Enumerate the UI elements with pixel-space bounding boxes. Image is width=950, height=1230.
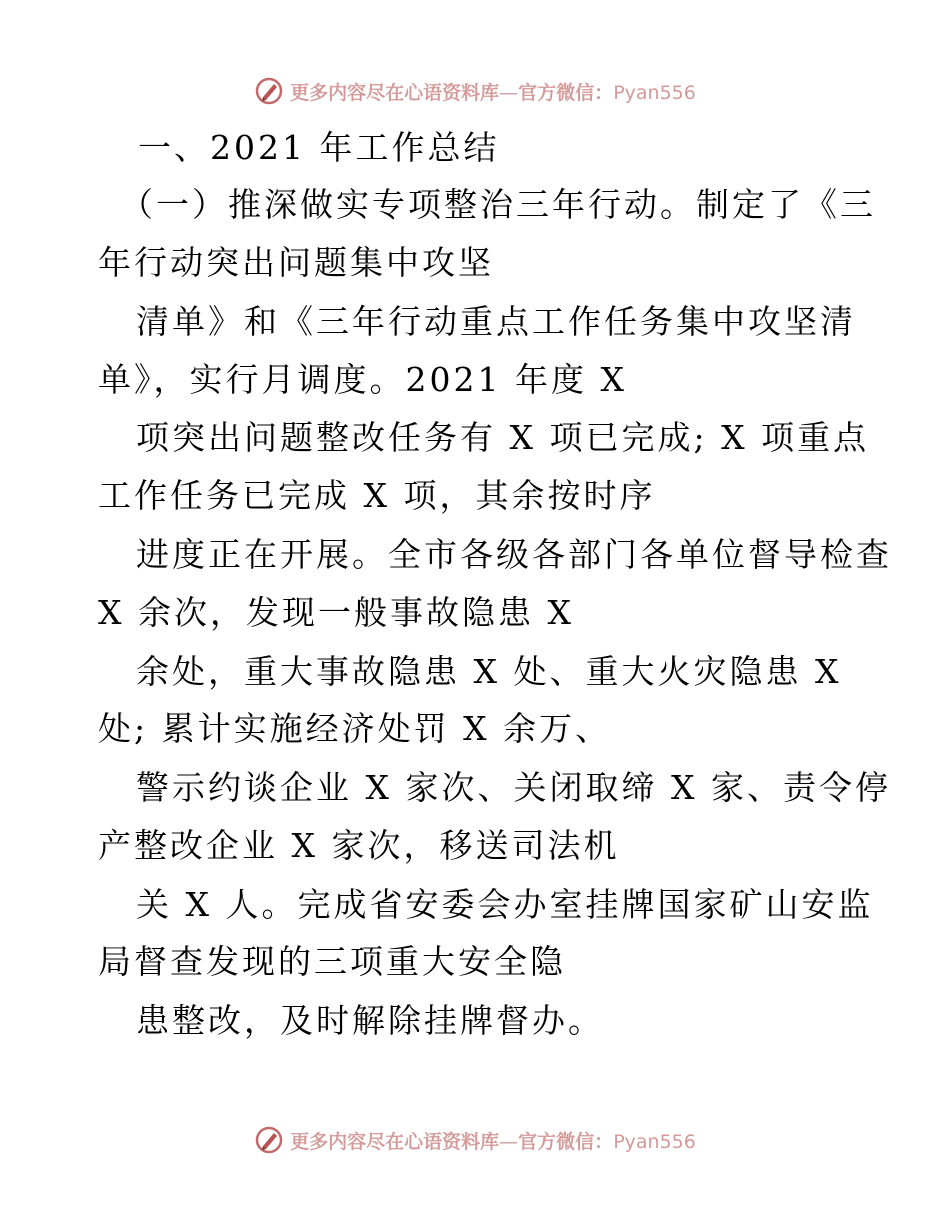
pen-seal-icon xyxy=(254,76,284,106)
watermark-separator: — xyxy=(499,1130,519,1153)
paragraph-line: （一）推深做实专项整治三年行动。制定了《三 xyxy=(120,185,876,224)
watermark-separator: — xyxy=(499,81,519,104)
paragraph-line: 年行动突出问题集中攻坚 xyxy=(98,243,494,282)
watermark-id: Pyan556 xyxy=(613,1130,696,1153)
watermark-text xyxy=(290,1127,696,1154)
paragraph-line: 警示约谈企业 X 家次、关闭取缔 X 家、责令停 xyxy=(136,768,891,807)
watermark-text xyxy=(290,78,696,105)
watermark-main: 更多内容尽在心语资料库 xyxy=(290,1130,500,1153)
paragraph-line: 工作任务已完成 X 项，其余按时序 xyxy=(98,476,656,515)
paragraph-line: 项突出问题整改任务有 X 项已完成; X 项重点 xyxy=(136,418,870,457)
pen-seal-icon xyxy=(254,1125,284,1155)
watermark-id: Pyan556 xyxy=(613,81,696,104)
watermark-footer xyxy=(0,1120,950,1160)
paragraph-line: 清单》和《三年行动重点工作任务集中攻坚清 xyxy=(136,302,856,341)
watermark-contact: 官方微信： xyxy=(518,81,614,104)
paragraph-line: 局督查发现的三项重大安全隐 xyxy=(98,942,566,981)
paragraph-line: X 余次，发现一般事故隐患 X xyxy=(98,593,574,632)
paragraph-line: 余处，重大事故隐患 X 处、重大火灾隐患 X xyxy=(136,652,842,691)
watermark-main: 更多内容尽在心语资料库 xyxy=(290,81,500,104)
paragraph-line: 患整改，及时解除挂牌督办。 xyxy=(136,1001,604,1040)
paragraph-line: 关 X 人。完成省安委会办室挂牌国家矿山安监 xyxy=(136,885,874,924)
paragraph-line: 产整改企业 X 家次，移送司法机 xyxy=(98,826,620,865)
watermark-contact: 官方微信： xyxy=(518,1130,614,1153)
section-heading: 一、2021 年工作总结 xyxy=(138,128,500,167)
paragraph-line: 进度正在开展。全市各级各部门各单位督导检查 xyxy=(136,535,892,574)
watermark-header xyxy=(0,71,950,111)
paragraph-line: 单》，实行月调度。2021 年度 X xyxy=(98,360,627,399)
paragraph-line: 处; 累计实施经济处罚 X 余万、 xyxy=(98,709,612,748)
